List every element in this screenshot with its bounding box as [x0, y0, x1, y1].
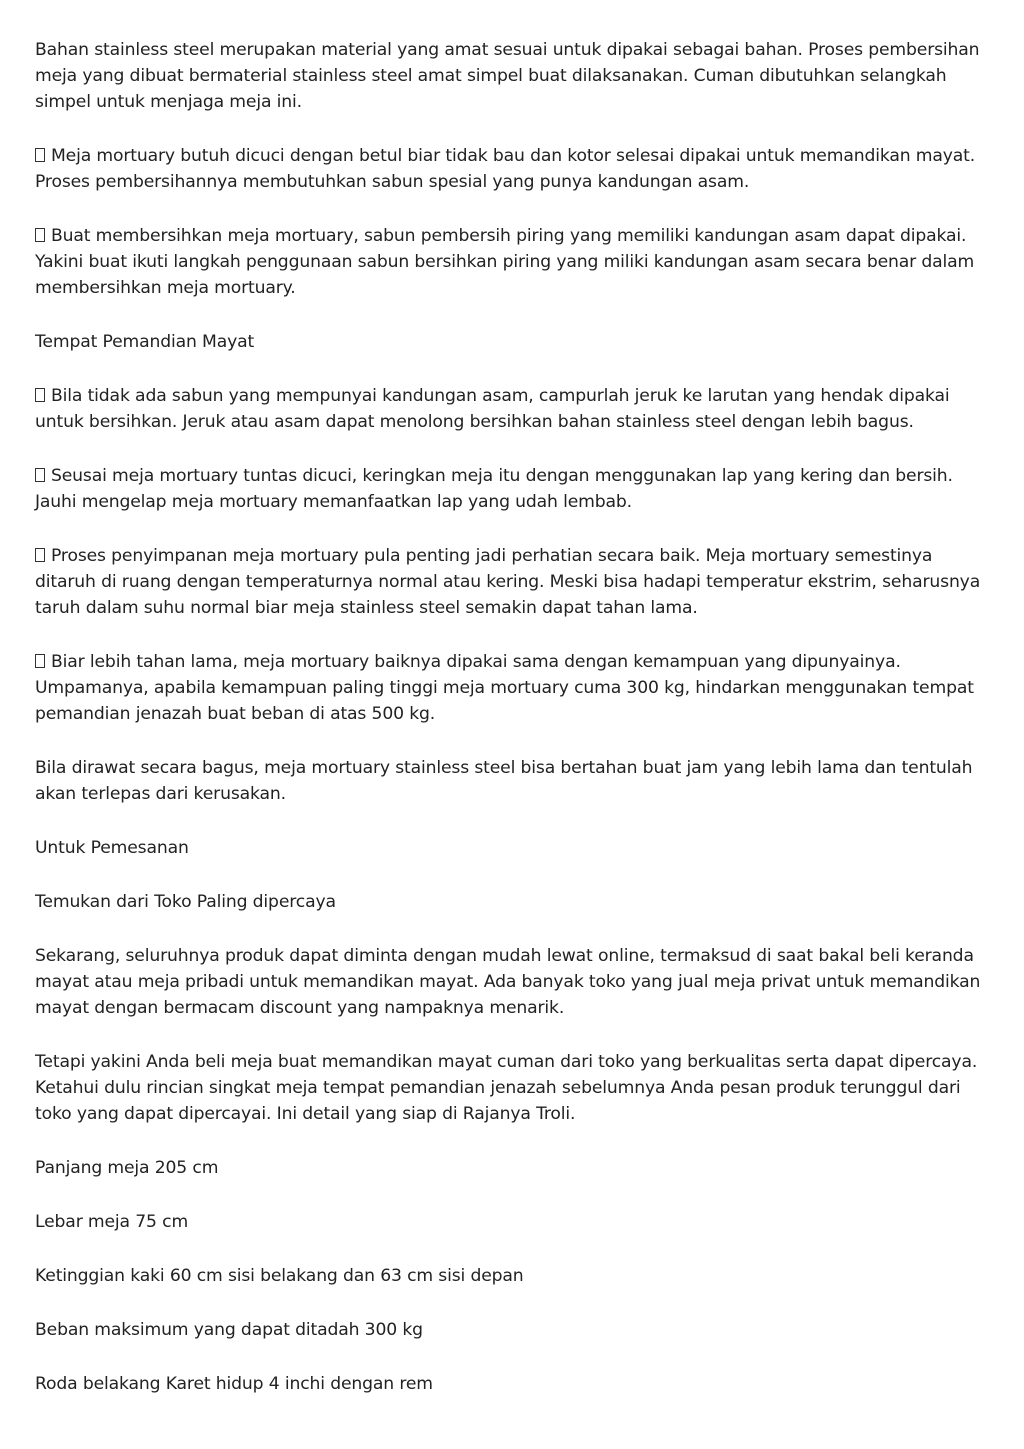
paragraph-text: Bila tidak ada sabun yang mempunyai kandungan asam, campurlah jeruk ke larutan yang hendak dipakai untuk bersihkan. Jeruk atau asam dapat menolong bersihkan bahan stainless steel dengan lebih bagus.: [35, 386, 950, 432]
bullet-paragraph: [35, 543, 990, 621]
paragraph-text: Proses penyimpanan meja mortuary pula penting jadi perhatian secara baik. Meja mortuary semestinya ditaruh di ruang dengan temperaturnya normal atau kering. Meski bisa hadapi temperatur ekstrim, seharusnya taruh dalam suhu normal biar meja stainless steel semakin dapat tahan lama.: [35, 546, 981, 618]
paragraph: [35, 329, 990, 355]
paragraph-text: Tetapi yakini Anda beli meja buat memandikan mayat cuman dari toko yang berkualitas serta dapat dipercaya. Ketahui dulu rincian singkat meja tempat pemandian jenazah sebelumnya Anda pesan produk terunggul dari toko yang dapat dipercayai. Ini detail yang siap di Rajanya Troli.: [35, 1052, 978, 1124]
paragraph-text: Buat membersihkan meja mortuary, sabun pembersih piring yang memiliki kandungan asam dapat dipakai. Yakini buat ikuti langkah penggunaan sabun bersihkan piring yang miliki kandungan asam secara benar dalam membersihkan meja mortuary.: [35, 226, 975, 298]
paragraph-text: Biar lebih tahan lama, meja mortuary baiknya dipakai sama dengan kemampuan yang dipunyainya. Umpamanya, apabila kemampuan paling tinggi meja mortuary cuma 300 kg, hindarkan menggunakan tempat pemandian jenazah buat beban di atas 500 kg.: [35, 652, 974, 724]
missing-glyph-bullet-icon: [35, 548, 45, 562]
paragraph-text: Bahan stainless steel merupakan material yang amat sesuai untuk dipakai sebagai bahan. Proses pembersihan meja yang dibuat bermaterial stainless steel amat simpel buat dilaksanakan. Cuman dibutuhkan selangkah simpel untuk menjaga meja ini.: [35, 40, 980, 112]
bullet-paragraph: [35, 223, 990, 301]
paragraph-text: Untuk Pemesanan: [35, 838, 189, 858]
missing-glyph-bullet-icon: [35, 468, 45, 482]
paragraph: [35, 943, 990, 1021]
bullet-paragraph: [35, 649, 990, 727]
paragraph-text: Roda belakang Karet hidup 4 inchi dengan rem: [35, 1374, 433, 1394]
paragraph-text: Seusai meja mortuary tuntas dicuci, keringkan meja itu dengan menggunakan lap yang kering dan bersih. Jauhi mengelap meja mortuary memanfaatkan lap yang udah lembab.: [35, 466, 953, 512]
paragraph-text: Temukan dari Toko Paling dipercaya: [35, 892, 336, 912]
spec-line: [35, 1263, 990, 1289]
spec-line: [35, 1317, 990, 1343]
document-page: [35, 37, 990, 1425]
missing-glyph-bullet-icon: [35, 654, 45, 668]
paragraph-text: Meja mortuary butuh dicuci dengan betul biar tidak bau dan kotor selesai dipakai untuk memandikan mayat. Proses pembersihannya membutuhkan sabun spesial yang punya kandungan asam.: [35, 146, 976, 192]
paragraph-text: Tempat Pemandian Mayat: [35, 332, 255, 352]
paragraph: [35, 755, 990, 807]
missing-glyph-bullet-icon: [35, 148, 45, 162]
missing-glyph-bullet-icon: [35, 388, 45, 402]
missing-glyph-bullet-icon: [35, 228, 45, 242]
paragraph: [35, 889, 990, 915]
paragraph-text: Panjang meja 205 cm: [35, 1158, 219, 1178]
spec-line: [35, 1209, 990, 1235]
spec-line: [35, 1371, 990, 1397]
spec-line: [35, 1155, 990, 1181]
paragraph-text: Sekarang, seluruhnya produk dapat diminta dengan mudah lewat online, termaksud di saat bakal beli keranda mayat atau meja pribadi untuk memandikan mayat. Ada banyak toko yang jual meja privat untuk memandikan mayat dengan bermacam discount yang nampaknya menarik.: [35, 946, 981, 1018]
paragraph: [35, 37, 990, 115]
paragraph: [35, 1049, 990, 1127]
bullet-paragraph: [35, 463, 990, 515]
paragraph-text: Lebar meja 75 cm: [35, 1212, 189, 1232]
paragraph: [35, 835, 990, 861]
paragraph-text: Bila dirawat secara bagus, meja mortuary stainless steel bisa bertahan buat jam yang lebih lama dan tentulah akan terlepas dari kerusakan.: [35, 758, 973, 804]
bullet-paragraph: [35, 383, 990, 435]
bullet-paragraph: [35, 143, 990, 195]
paragraph-text: Ketinggian kaki 60 cm sisi belakang dan 63 cm sisi depan: [35, 1266, 524, 1286]
paragraph-text: Beban maksimum yang dapat ditadah 300 kg: [35, 1320, 423, 1340]
